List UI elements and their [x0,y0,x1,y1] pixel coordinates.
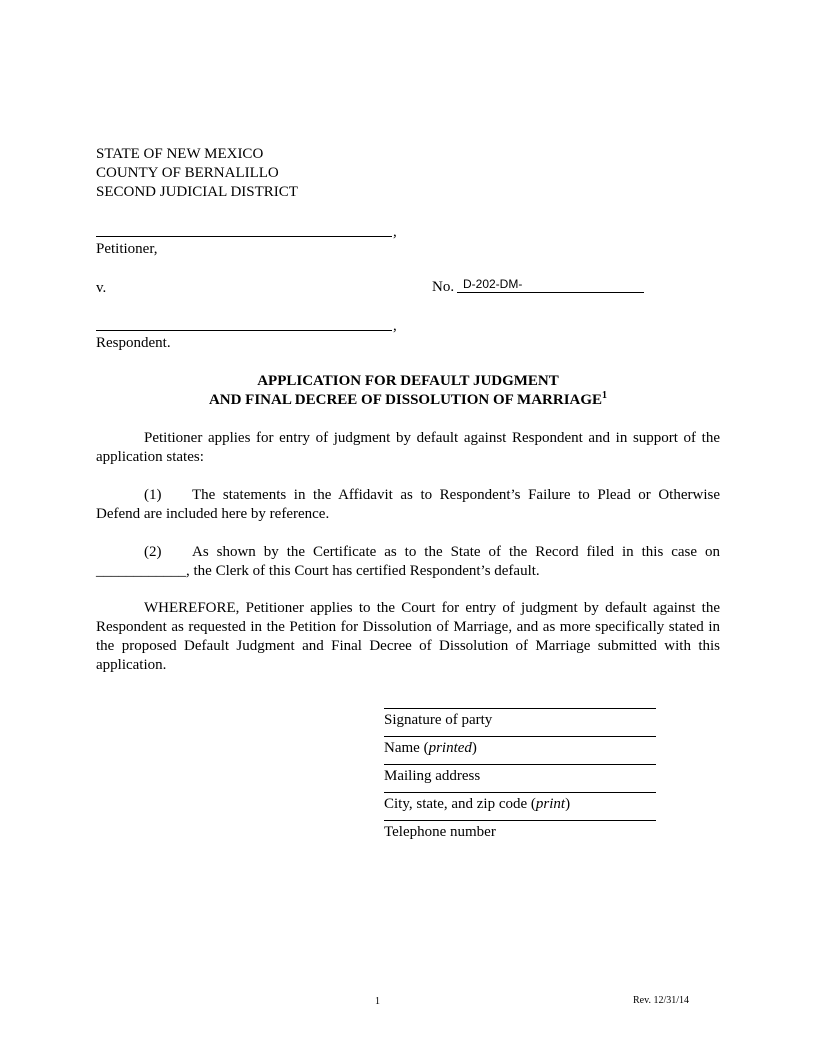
item-2-number: (2) [144,544,162,560]
document-title-line2-text: AND FINAL DECREE OF DISSOLUTION OF MARRIAGE [208,392,603,408]
respondent-name-field[interactable] [96,312,392,331]
footnote-reference: 1 [602,390,608,401]
city-state-zip-line[interactable] [384,792,656,793]
document-title-line1: APPLICATION FOR DEFAULT JUDGMENT [257,373,559,389]
name-line[interactable] [384,736,656,737]
wherefore-paragraph: WHEREFORE, Petitioner applies to the Court for entry of judgment by default against the Respondent as requested in the Petition for Dissolution of Marriage, and as more specifically stated in the proposed Default Judgment and Final Decree of Dissolution of Marriage submitted with this application. [96,600,720,673]
state-heading: STATE OF NEW MEXICO [96,146,264,162]
document-title-line2 [96,391,720,410]
item-2-text-a: As shown by the Certificate as to the State of the Record filed in this case on [192,544,720,560]
record-date-blank[interactable]: ____________ [96,563,186,579]
item-1-paragraph [96,486,720,524]
versus-label: v. [96,280,107,296]
page-number: 1 [375,996,380,1007]
petitioner-comma: , [393,224,397,240]
revision-date: Rev. 12/31/14 [633,995,690,1006]
telephone-label: Telephone number [384,824,496,840]
city-hint: print [535,796,566,812]
intro-paragraph: Petitioner applies for entry of judgment by default against Respondent and in support of the application states: [96,430,720,465]
district-heading: SECOND JUDICIAL DISTRICT [96,184,298,200]
petitioner-name-field[interactable] [96,218,392,237]
petitioner-label: Petitioner, [96,241,158,257]
item-2-text-b: , the Clerk of this Court has certified Respondent’s default. [186,563,540,579]
case-number-field[interactable]: D-202-DM- [457,277,644,293]
item-1-number: (1) [144,487,162,503]
telephone-line[interactable] [384,820,656,821]
mailing-address-line[interactable] [384,764,656,765]
name-hint: printed [428,740,472,756]
signature-label: Signature of party [384,712,493,728]
county-heading: COUNTY OF BERNALILLO [96,165,279,181]
city-label-row: City, state, and zip code (print) [384,796,571,812]
respondent-comma: , [393,318,397,334]
signature-line[interactable] [384,708,656,709]
name-label: Name [384,740,420,756]
respondent-label: Respondent. [96,335,171,351]
item-2-paragraph [96,543,720,581]
signature-block [384,693,656,842]
name-label-row: Name (printed) [384,740,477,756]
case-number-label: No. [432,279,455,295]
city-label: City, state, and zip code [384,796,528,812]
item-1-text: The statements in the Affidavit as to Respondent’s Failure to Plead or Otherwise Defend are included here by reference. [96,487,720,522]
mailing-address-label: Mailing address [384,768,481,784]
